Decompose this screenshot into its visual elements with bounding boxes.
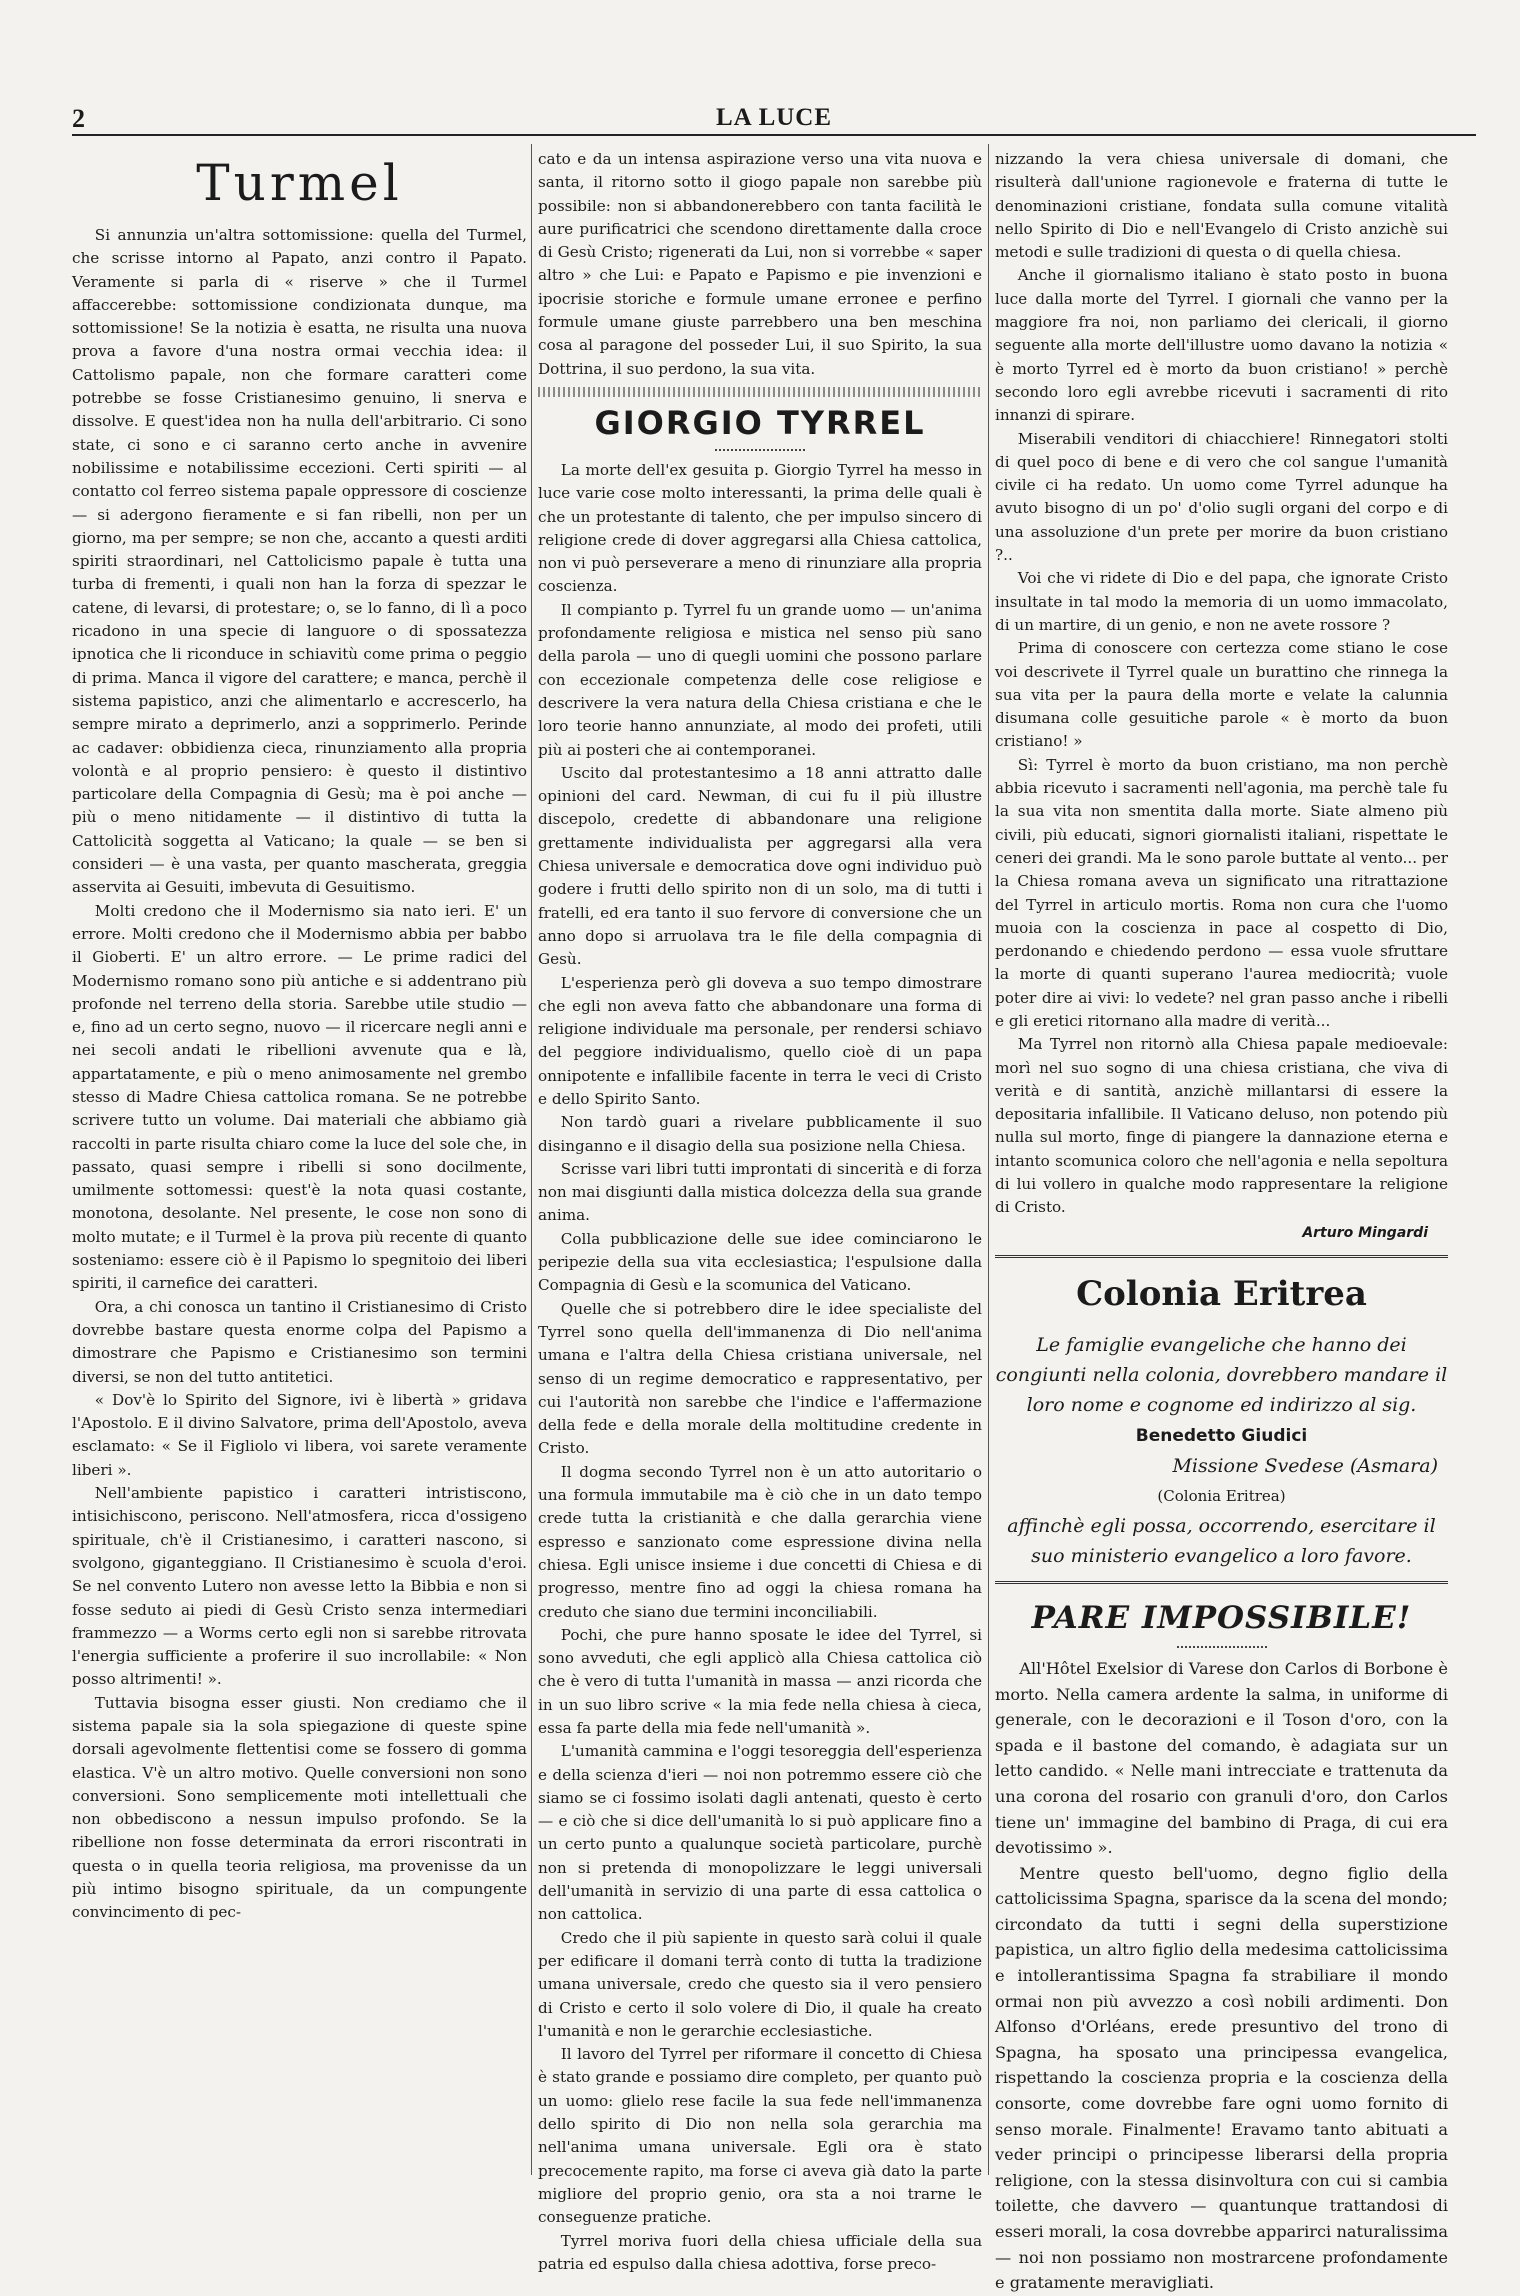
tyrrel-paragraph: Miserabili venditori di chiacchiere! Rinnegatori stolti di quel poco di bene e di vero che col sangue l'umanità civile ci ha redato. Un uomo come Tyrrel adunque ha avuto bisogno di un po' d'olio sugli organi del corpo e di una assoluzione d'un prete per morire da buon cristiano ?.. — [995, 429, 1448, 565]
title-ornament — [1177, 1640, 1267, 1648]
column-divider — [988, 144, 989, 2175]
contact-name: Benedetto Giudici — [1135, 1425, 1308, 1446]
colonia-text: Le famiglie evangeliche che hanno dei congiunti nella colonia, dovrebbero mandare il loro nome e cognome ed indirizzo al sig. — [995, 1333, 1448, 1416]
colonia-closing: affinchè egli possa, occorrendo, esercitare il suo ministerio evangelico a loro favore. — [1007, 1514, 1436, 1567]
tyrrel-paragraph: Voi che vi ridete di Dio e del papa, che ignorate Cristo insultate in tal modo la memoria di un uomo immacolato, di un martire, di un genio, e non ne avete rossore ? — [995, 569, 1448, 634]
pare-paragraph: Mentre questo bell'uomo, degno figlio della cattolicissima Spagna, sparisce da la scena del mondo; circondato da tutti i segni della superstizione papistica, un altro figlio della medesima cattolicissima e intollerantissima Spagna fa strabiliare il mondo ormai non più avvezzo a così nobili ardimenti. Don Alfonso d'Orléans, erede presuntivo del trono di Spagna, ha sposato una principessa evangelica, rispettando la coscienza propria e la coscienza della consorte, come dovrebbe fare ogni uomo fornito di senso morale. Finalmente! Eravamo tanto abituati a veder principi o principesse liberarsi della propria religione, con la stessa disinvoltura con cui si cambia toilette, che davvero — quantunque trattandosi di esseri morali, la cosa dovrebbe apparirci naturalissima — noi non possiamo non mostrarcene profondamente e gratamente meravigliati. — [995, 1863, 1448, 2293]
section-divider — [538, 387, 982, 397]
article-title-tyrrel: GIORGIO TYRREL — [594, 403, 926, 442]
mission-location: (Colonia Eritrea) — [1157, 1486, 1286, 1505]
column-1 — [72, 148, 527, 2175]
tyrrel-paragraph: La morte dell'ex gesuita p. Giorgio Tyrrel ha messo in luce varie cose molto interessanti, la prima delle quali è che un protestante di talento, che per impulso sincero di religione crede di dover aggregarsi alla Chiesa cattolica, non vi può perseverare a meno di rinunziare alla propria coscienza. — [538, 460, 982, 596]
colonia-notice — [995, 1330, 1448, 1571]
tyrrel-paragraph: Credo che il più sapiente in questo sarà colui il quale per edificare il domani terrà conto di tutta la tradizione umana universale, credo che questo sia il vero pensiero di Cristo e certo il solo volere di Dio, il quale ha creato l'umanità e non le gerarchie ecclesiastiche. — [538, 1928, 982, 2040]
tyrrel-paragraph: Tyrrel moriva fuori della chiesa ufficiale della sua patria ed espulso dalla chiesa adottiva, forse preco- — [538, 2231, 982, 2273]
tyrrel-paragraph: Scrisse vari libri tutti improntati di sincerità e di forza non mai disgiunti dalla mistica dolcezza della sua grande anima. — [538, 1159, 982, 1225]
turmel-paragraph: Tuttavia bisogna esser giusti. Non crediamo che il sistema papale sia la sola spiegazione di queste spine dorsali agevolmente flettentisi come se fossero di gomma elastica. V'è un altro motivo. Quelle conversioni non sono conversioni. Sono semplicemente moti intellettuali che non obbediscono a nessun impulso profondo. Se la ribellione non fosse determinata da errori riscontrati in questa o in quella teoria religiosa, ma provenisse da un più intimo bisogno spirituale, da un compungente convincimento di pec- — [72, 1693, 527, 1922]
turmel-paragraph: Nell'ambiente papistico i caratteri intristiscono, intisichiscono, periscono. Nell'atmosfera, ricca d'ossigeno spirituale, ch'è il Cristianesimo, i caratteri nascono, si svolgono, giganteggiano. Il Cristianesimo è scuola d'eroi. Se nel convento Lutero non avesse letto la Bibbia e non si fosse seduto ai piedi di Gesù Cristo senza intermediari frammezzo — a Worms certo egli non si sarebbe ritrovata l'energia sufficiente a proferire il suo incrollabile: « Non posso altrimenti! ». — [72, 1484, 527, 1689]
newspaper-title: LA LUCE — [715, 104, 833, 131]
tyrrel-body — [538, 459, 982, 2276]
column-2 — [538, 148, 982, 2273]
tyrrel-continuation — [995, 148, 1448, 1220]
author-signature: Arturo Mingardi — [1302, 1224, 1428, 1241]
tyrrel-paragraph: Sì: Tyrrel è morto da buon cristiano, ma non perchè abbia ricevuto i sacramenti nell'agonia, ma perchè tale fu la sua vita non smentita dalla morte. Siate almeno più civili, più educati, signori giornalisti italiani, rispettate le ceneri dei grandi. Ma le sono parole buttate al vento... per la Chiesa romana aveva un significato una ritrattazione del Tyrrel in articulo mortis. Roma non cura che l'uomo muoia con la coscienza in pace al cospetto di Dio, perdonando e chiedendo perdono — essa vuole sfruttare la morte di quanti superano l'aurea mediocrità; vuole poter dire ai vivi: lo vedete? nel gran passo anche i ribelli e gli eretici ritornano alla madre di verità... — [995, 755, 1448, 1030]
tyrrel-paragraph: Non tardò guari a rivelare pubblicamente il suo disinganno e il disagio della sua posizione nella Chiesa. — [538, 1113, 982, 1155]
tyrrel-paragraph: Quelle che si potrebbero dire le idee specialiste del Tyrrel sono quella dell'immanenza di Dio nell'anima umana e l'altra della Chiesa cristiana universale, nel senso di un regime democratico e rappresentativo, per cui l'autorità non sarebbe che l'indice e l'affermazione della fede e della morale della moltitudine credente in Cristo. — [538, 1299, 982, 1458]
turmel-paragraph: Si annunzia un'altra sottomissione: quella del Turmel, che scrisse intorno al Papato, anzi contro il Papato. Veramente si parla di « riserve » che il Turmel affaccerebbe: sottomissione condizionata dunque, ma sottomissione! Se la notizia è esatta, ne risulta una nuova prova a favore d'una nostra ormai vecchia idea: il Cattolismo papale, non che formare caratteri come potrebbe se fosse Cristianesimo genuino, li snerva e dissolve. E quest'idea non ha nulla dell'arbitrario. Ci sono state, ci sono e ci saranno certo anche in avvenire nobilissime e notabilissime eccezioni. Certi spiriti — al contatto col ferreo sistema papale oppressore di coscienze — si adergono fieramente e si fan ribelli, non per un giorno, ma per sempre; se non che, accanto a questi arditi spiriti straordinari, nel Cattolicismo papale è tutta una turba di frementi, i quali non han la forza di spezzar le catene, di levarsi, di protestare; o, se lo fanno, di lì a poco ricadono in una specie di languore o di spossatezza ipnotica che li riconduce in schiavitù come prima o peggio di prima. Manca il vigore del carattere; e manca, perchè il sistema papistico, anzi che alimentarlo e accrescerlo, ha sempre mirato a deprimerlo, anzi a sopprimerlo. Perinde ac cadaver: obbidienza cieca, rinunziamento alla propria volontà e al proprio pensiero: è questo il distintivo particolare della Compagnia di Gesù; ma è poi anche — più o meno nitidamente — il distintivo di tutta la Cattolicità soggetta al Vaticano; la quale — se ben si consideri — è una vasta, per quanto mascherata, greggia asservita ai Gesuiti, imbevuta di Gesuitismo. — [72, 226, 527, 897]
tyrrel-paragraph: nizzando la vera chiesa universale di domani, che risulterà dall'unione ragionevole e fraterna di tutte le denominazioni cristiane, fondata sulla comune vitalità nello Spirito di Dio e nell'Evangelo di Cristo anzichè sui metodi e sulle tradizioni di questa o di quella chiesa. — [995, 150, 1448, 262]
tyrrel-paragraph: Uscito dal protestantesimo a 18 anni attratto dalle opinioni del card. Newman, di cui fu il più illustre discepolo, credette di abbandonare una religione grettamente individualista per aggregarsi alla vera Chiesa universale e democratica dove ogni individuo può godere i frutti dello spirito non di un solo, ma di tutti i fratelli, ed era tanto il suo fervore di conversione che un anno dopo si arruolava tra le file della compagnia di Gesù. — [538, 763, 982, 969]
section-divider — [995, 1581, 1448, 1584]
tyrrel-paragraph: Il lavoro del Tyrrel per riformare il concetto di Chiesa è stato grande e possiamo dire completo, per quanto può un uomo: glielo rese facile la sua fede nell'immanenza dello spirito di Dio non nella sola gerarchia ma nell'anima umana universale. Egli ora è stato precocemente rapito, ma forse ci aveva già dato la parte migliore del proprio genio, ora sta a noi trarne le conseguenze pratiche. — [538, 2045, 982, 2227]
article-title-pare: PARE IMPOSSIBILE! — [1031, 1599, 1412, 1636]
header-rule — [72, 134, 1476, 136]
tyrrel-paragraph: Ma Tyrrel non ritornò alla Chiesa papale medioevale: morì nel suo sogno di una chiesa cristiana, che viva di verità e di santità, anzichè millantarsi di essere la depositaria infallibile. Il Vaticano deluso, non potendo più nulla sul morto, finge di piangere la dannazione eterna e intanto scomunica coloro che nell'agonia e nella sepoltura di lui vollero in qualche modo rappresentare la religione di Cristo. — [995, 1035, 1448, 1217]
page-number: 2 — [72, 104, 85, 133]
turmel-paragraph: « Dov'è lo Spirito del Signore, ivi è libertà » gridava l'Apostolo. E il divino Salvatore, prima dell'Apostolo, aveva esclamato: « Se il Figliolo vi libera, voi sarete veramente liberi ». — [72, 1390, 527, 1479]
pare-body — [995, 1656, 1448, 2296]
column-3 — [995, 148, 1448, 2293]
article-title-turmel: Turmel — [196, 154, 403, 212]
mission-name: Missione Svedese (Asmara) — [1172, 1454, 1438, 1477]
turmel-paragraph: Ora, a chi conosca un tantino il Cristianesimo di Cristo dovrebbe bastare questa enorme colpa del Papismo a dimostrare che Papismo e Cristianesimo son termini diversi, se non del tutto antitetici. — [72, 1297, 527, 1386]
tyrrel-paragraph: Il compianto p. Tyrrel fu un grande uomo — un'anima profondamente religiosa e mistica nel senso più sano della parola — uno di quegli uomini che possono parlare con eccezionale competenza delle cose religiose e descrivere la vera natura della Chiesa cristiana e che le loro teorie hanno annunziate, al modo dei profeti, utili più ai posteri che ai contemporanei. — [538, 600, 982, 759]
turmel-continuation: cato e da un intensa aspirazione verso una vita nuova e santa, il ritorno sotto il giogo papale non sarebbe più possibile: non si abbandonerebbero con tanta facilità le aure purificatrici che scendono direttamente dalla croce di Gesù Cristo; rigenerati da Lui, non si vorrebbe « saper altro » che Lui: e Papato e Papismo e pie invenzioni e ipocrisie storiche e formule umane erronee e perfino formule umane giuste parrebbero una ben meschina cosa al paragone del posseder Lui, il suo Spirito, la sua Dottrina, il suo perdono, la sua vita. — [538, 150, 982, 378]
tyrrel-paragraph: Anche il giornalismo italiano è stato posto in buona luce dalla morte del Tyrrel. I giornali che vanno per la maggiore fra noi, non parliamo dei clericali, il giorno seguente alla morte dell'illustre uomo davano la notizia « è morto Tyrrel ed è morto da buon cristiano! » perchè secondo loro egli avrebbe ricevuti i sacramenti di rito innanzi di spirare. — [995, 266, 1448, 425]
turmel-paragraph: Molti credono che il Modernismo sia nato ieri. E' un errore. Molti credono che il Modernismo abbia per babbo il Gioberti. E' un altro errore. — Le prime radici del Modernismo romano sono più antiche e si addentrano più profonde nel terreno della storia. Sarebbe utile studio — e, fino ad un certo segno, nuovo — il ricercare negli anni e nei secoli andati le ribellioni avvenute qua e là, appartatamente, e più o meno animosamente nel grembo stesso di Madre Chiesa cattolica romana. Se ne potrebbe scrivere tutto un volume. Dai materiali che abbiamo già raccolti in parte risulta chiaro come la luce del sole che, in passato, quasi sempre i ribelli si sono docilmente, umilmente sottomessi: quest'è la nota quasi costante, monotona, desolante. Nel presente, le cose non sono di molto mutate; e il Turmel è la prova più recente di quanto sosteniamo: essere ciò è il Papismo lo spegnitoio dei liberi spiriti, il carnefice dei caratteri. — [72, 901, 527, 1293]
tyrrel-paragraph: L'umanità cammina e l'oggi tesoreggia dell'esperienza e della scienza d'ieri — noi non potremmo essere ciò che siamo se ci fossimo isolati dagli antenati, questo è certo — e ciò che si dice dell'umanità lo si può applicare fino a un certo punto a qualunque società particolare, purchè non si pretenda di monopolizzare le leggi universali dell'umanità in servizio di una parte di essa cattolica o non cattolica. — [538, 1742, 982, 1924]
article-title-colonia: Colonia Eritrea — [1076, 1273, 1367, 1314]
section-divider — [995, 1255, 1448, 1258]
tyrrel-paragraph: L'esperienza però gli doveva a suo tempo dimostrare che egli non aveva fatto che abbandonare una forma di religione individuale ma personale, per rendersi schiavo del peggiore individualismo, quello cioè di un papa onnipotente e infallibile facente in terra le veci di Cristo e dello Spirito Santo. — [538, 973, 982, 1108]
tyrrel-paragraph: Pochi, che pure hanno sposate le idee del Tyrrel, si sono avveduti, che egli applicò alla Chiesa cattolica ciò che è vero di tutta l'umanità in massa — anzi ricorda che in un suo libro scrive « la mia fede nella chiesa à cieca, essa fa parte della mia fede nell'umanità ». — [538, 1625, 982, 1737]
page-header — [72, 104, 1476, 132]
tyrrel-paragraph: Colla pubblicazione delle sue idee cominciarono le peripezie della sua vita ecclesiastica; l'espulsione dalla Compagnia di Gesù e la scomunica del Vaticano. — [538, 1229, 982, 1295]
tyrrel-paragraph: Prima di conoscere con certezza come stiano le cose voi descrivete il Tyrrel quale un burattino che rinnega la sua vita per la paura della morte e velate la calunnia disumana colle gesuitiche parole « è morto da buon cristiano! » — [995, 639, 1448, 751]
tyrrel-paragraph: Il dogma secondo Tyrrel non è un atto autoritario o una formula immutabile ma è ciò che in un dato tempo crede tutta la cristianità e che dalla gerarchia viene espresso e sanzionato come espressione divina nella chiesa. Egli unisce insieme i due concetti di Chiesa e di progresso, mentre fino ad oggi la chiesa romana ha creduto che siano due termini inconciliabili. — [538, 1462, 982, 1621]
pare-paragraph: All'Hôtel Exelsior di Varese don Carlos di Borbone è morto. Nella camera ardente la salma, in uniforme di generale, con le decorazioni e il Toson d'oro, con la spada e il bastone del comando, è adagiata sur un letto candido. « Nelle mani intrecciate e trattenuta da una corona del rosario con granuli d'oro, don Carlos tiene un' immagine del bambino di Praga, di cui era devotissimo ». — [995, 1658, 1448, 1858]
title-ornament — [715, 443, 805, 451]
column-divider — [531, 144, 532, 2175]
turmel-body — [72, 224, 527, 1925]
